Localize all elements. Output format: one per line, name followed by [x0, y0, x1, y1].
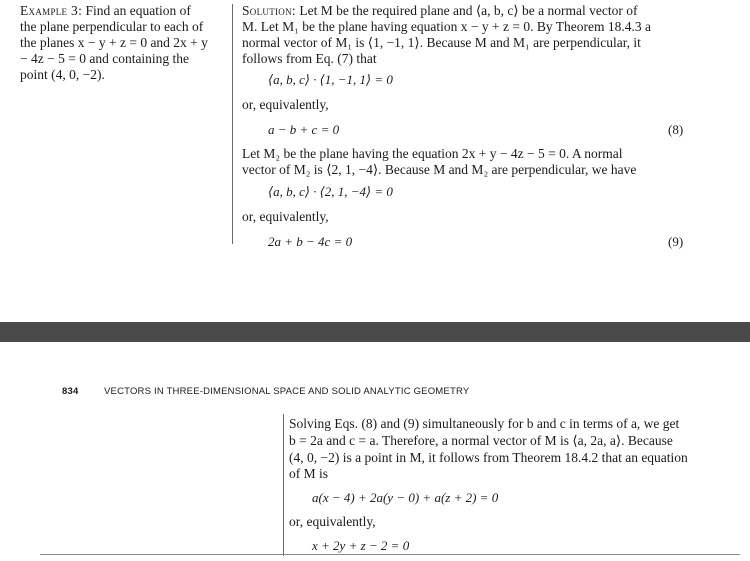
- example-label: Example 3:: [20, 3, 83, 18]
- equation-8: a − b + c = 0: [268, 122, 340, 137]
- example-line-5: point (4, 0, −2).: [20, 67, 105, 82]
- running-head: VECTORS IN THREE-DIMENSIONAL SPACE AND SOLID ANALYTIC GEOMETRY: [104, 386, 470, 397]
- solution-line-2: M. Let M₁ be the plane having equation x − y + z = 0. By Theorem 18.4.3 a: [242, 19, 651, 34]
- page-gap-bar: [0, 322, 750, 342]
- example-line-1: [20, 3, 191, 19]
- continuation-line-4: of M is: [289, 466, 329, 481]
- continuation-divider: [283, 414, 284, 556]
- column-divider: [232, 4, 233, 244]
- equivalently-2: or, equivalently,: [242, 209, 329, 224]
- equation-9: 2a + b − 4c = 0: [268, 234, 353, 249]
- equation-dot-product-1: ⟨a, b, c⟩ · ⟨1, −1, 1⟩ = 0: [268, 72, 393, 87]
- example-line-4: − 4z − 5 = 0 and containing the: [20, 51, 190, 66]
- equivalently-1: or, equivalently,: [242, 97, 329, 112]
- solution-text-1: Let M be the required plane and ⟨a, b, c⟩ be a normal vector of: [299, 3, 638, 18]
- solution-line-4: follows from Eq. (7) that: [242, 51, 377, 66]
- equivalently-3: or, equivalently,: [289, 514, 376, 529]
- page-number: 834: [62, 386, 79, 397]
- equation-plane-expanded: a(x − 4) + 2a(y − 0) + a(z + 2) = 0: [312, 490, 499, 505]
- solution-para2-line-2: vector of M₂ is ⟨2, 1, −4⟩. Because M and M₂ are perpendicular, we have: [242, 162, 637, 177]
- example-line-3: the planes x − y + z = 0 and 2x + y: [20, 35, 208, 50]
- continuation-line-1: Solving Eqs. (8) and (9) simultaneously for b and c in terms of a, we get: [289, 416, 680, 431]
- solution-label: Solution:: [242, 3, 296, 18]
- example-text-1: Find an equation of: [85, 3, 191, 18]
- continuation-line-2: b = 2a and c = a. Therefore, a normal vector of M is ⟨a, 2a, a⟩. Because: [289, 433, 673, 448]
- solution-line-1: [242, 3, 637, 19]
- equation-plane-final: x + 2y + z − 2 = 0: [312, 538, 410, 553]
- equation-8-number: (8): [668, 122, 684, 137]
- solution-line-3: normal vector of M₁ is ⟨1, −1, 1⟩. Because M and M₁ are perpendicular, it: [242, 35, 641, 50]
- continuation-line-3: (4, 0, −2) is a point in M, it follows from Theorem 18.4.2 that an equation: [289, 450, 688, 465]
- example-line-2: the plane perpendicular to each of: [20, 19, 204, 34]
- equation-9-number: (9): [668, 234, 684, 249]
- equation-dot-product-2: ⟨a, b, c⟩ · ⟨2, 1, −4⟩ = 0: [268, 184, 393, 199]
- bottom-rule: [40, 554, 740, 555]
- solution-para2-line-1: Let M₂ be the plane having the equation 2x + y − 4z − 5 = 0. A normal: [242, 146, 623, 161]
